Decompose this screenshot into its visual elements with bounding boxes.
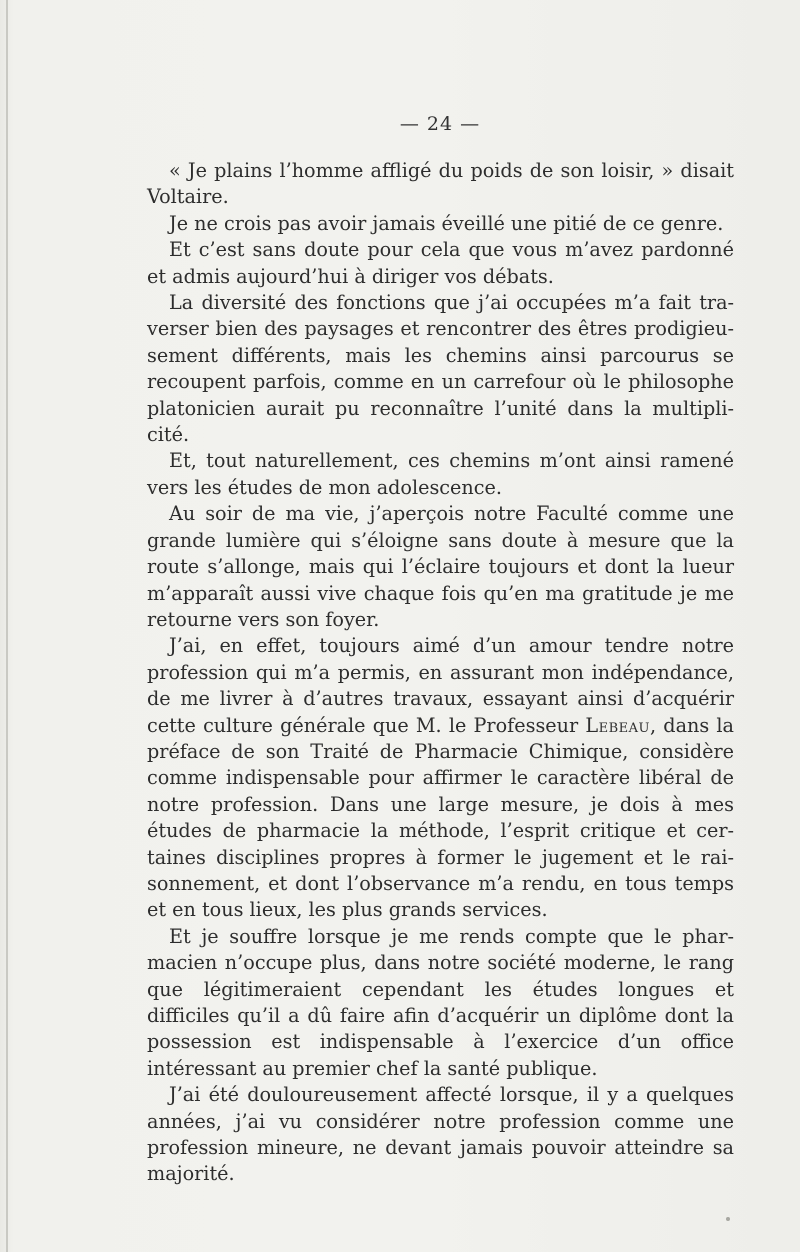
paragraph-voltaire-quote: « Je plains l’homme affligé du poids de son loisir, » disait Voltaire. [147,159,734,209]
paragraph-faculty: Au soir de ma vie, j’aperçois notre Faculté comme une grande lumière qui s’éloigne sans doute à mesure que la route s’allonge, mais qui l’éclaire toujours et dont la lueur m’apparaît aussi vive chaque fois qu’en ma gratitude je me retourne vers son foyer. [147,502,734,631]
page-number: — 24 — [399,113,481,135]
paragraph-profession-end: , dans la préface de son Traité de Pharmacie Chimique, considère comme indispensable pour affirmer le caractère libéral de notre profession. Dans une large mesure, je dois à mes études de pharmacie la méthode, l’esprit critique et certaines disciplines propres à former le jugement et le raisonnement, et dont l’observance m’a rendu, en tous temps et en tous lieux, les plus grands services. [147,713,734,922]
paragraph-paths: Et, tout naturellement, ces chemins m’ont ainsi ramené vers les études de mon adolescence. [147,449,734,499]
paper-speck [726,1217,730,1221]
paragraph-profession [147,633,734,923]
paragraph-suffering: Et je souffre lorsque je me rends compte que le pharmacien n’occupe plus, dans notre société moderne, le rang que légitimeraient cependant les études longues et difficiles qu’il a dû faire afin d’acquérir un diplôme dont la possession est indispensable à l’exercice d’un office intéressant au premier chef la santé publique. [147,924,734,1080]
paragraph-pity: Je ne crois pas avoir jamais éveillé une pitié de ce genre. [169,211,724,235]
body-text [147,158,734,1188]
paragraph-diversity: La diversité des fonctions que j’ai occupées m’a fait traverser bien des paysages et rencontrer des êtres prodigieusement différents, mais les chemins ainsi parcourus se recoupent parfois, comme en un carrefour où le philosophe platonicien aurait pu reconnaître l’unité dans la multiplicité. [147,291,734,447]
paragraph-profession-start: J’ai, en effet, toujours aimé d’un amour tendre notre profession qui m’a permis, en assurant mon indépendance, de me livrer à d’autres travaux, essayant ainsi d’acquérir cette culture générale que M. le Professeur [147,634,734,737]
page-edge-shadow [6,0,8,1252]
paragraph-pardon: Et c’est sans doute pour cela que vous m’avez pardonné et admis aujourd’hui à diriger vos débats. [147,238,734,288]
author-name-lebeau: Lebeau [585,713,651,737]
paragraph-minor-profession: J’ai été douloureusement affecté lorsque, il y a quelques années, j’ai vu considérer notre profession comme une profession mineure, ne devant jamais pouvoir atteindre sa majorité. [147,1083,734,1186]
